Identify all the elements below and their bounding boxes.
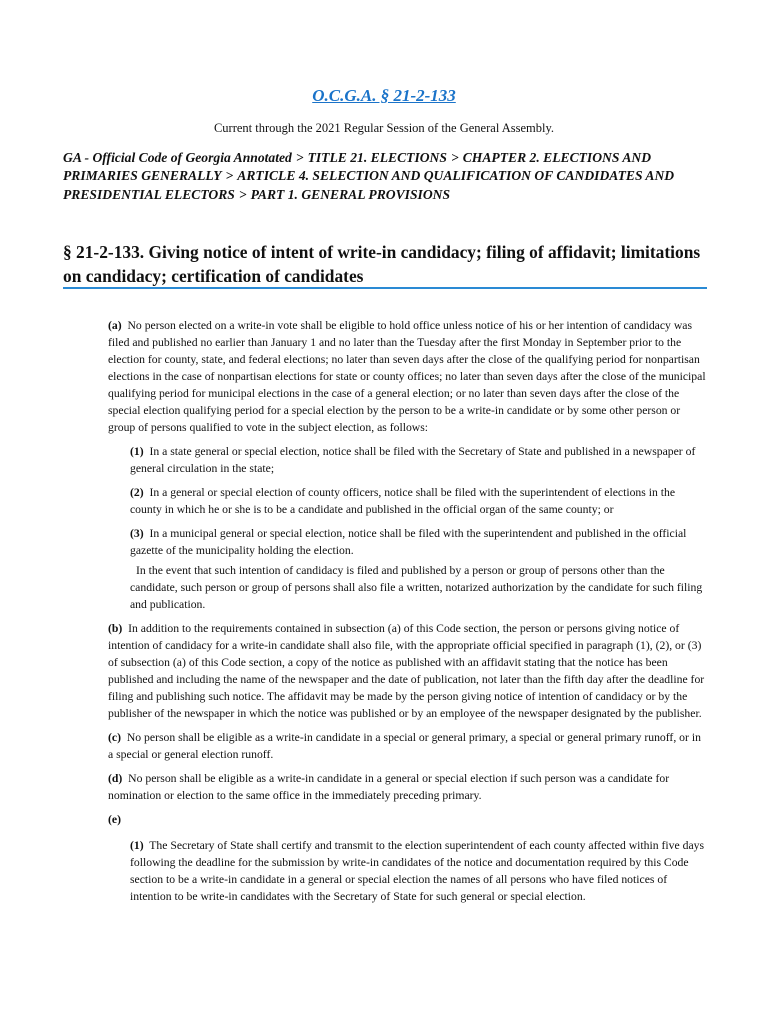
paragraph-text: In a general or special election of county officers, notice shall be filed with the superintendent of elections in the county in which he or she is to be a candidate and published in the official organ of the same county; or <box>130 486 676 516</box>
paragraph-e-1 <box>130 837 708 905</box>
breadcrumb-item-title[interactable]: TITLE 21. ELECTIONS <box>307 150 447 165</box>
paragraph-text: The Secretary of State shall certify and transmit to the election superintendent of each county affected within five days following the deadline for the submission by write-in candidates of the notice and documentation required by this Code section to be a write-in candidate in a general or special election the names of all persons who have filed notices of intention to be write-in candidates with the Secretary of State for such general or special election. <box>130 839 705 903</box>
breadcrumb-item-chapter[interactable]: CHAPTER 2. ELECTIONS AND PRIMARIES GENERALLY <box>63 150 652 184</box>
paragraph-label: (1) <box>130 445 144 458</box>
breadcrumb-separator: > <box>450 150 459 165</box>
currency-note: Current through the 2021 Regular Session of the General Assembly. <box>213 121 555 135</box>
section-title: § 21-2-133. Giving notice of intent of write-in candidacy; filing of affidavit; limitations on candidacy; certification of candidates <box>63 242 701 286</box>
subsection-text: No person elected on a write-in vote shall be eligible to hold office unless notice of his or her intention of candidacy was filed and published no earlier than January 1 and no later than the Tuesday after the first Monday in September prior to the election for county, state, and federal elections; no later than seven days after the close of the qualifying period for nonpartisan elections in the case of nonpartisan elections for state or county offices; no later than seven days after the close of the municipal qualifying period for municipal elections in the case of a general election; or no later than seven days after the close of the special election qualifying period for a special election by the person to be a write-in candidate or by some other person or group of persons qualified to vote in the subject election, as follows: <box>108 319 706 434</box>
breadcrumb <box>63 149 713 204</box>
breadcrumb-separator: > <box>295 150 304 165</box>
paragraph-a-2 <box>130 484 708 518</box>
title-divider <box>63 287 707 289</box>
paragraph-a-1 <box>130 443 708 477</box>
paragraph-text: In a state general or special election, notice shall be filed with the Secretary of State and published in a newspaper of general circulation in the state; <box>130 445 696 475</box>
paragraph-label: (1) <box>130 839 144 852</box>
subsection-label: (a) <box>108 319 122 332</box>
breadcrumb-separator: > <box>225 168 234 184</box>
subsection-d <box>108 770 708 804</box>
subsection-a <box>108 317 708 436</box>
paragraph-text: In a municipal general or special election, notice shall be filed with the superintendent and published in the official gazette of the municipality holding the election. <box>130 527 687 557</box>
breadcrumb-separator: > <box>238 186 247 202</box>
breadcrumb-item-article[interactable]: ARTICLE 4. SELECTION AND QUALIFICATION OF CANDIDATES AND PRESIDENTIAL ELECTORS <box>63 168 675 202</box>
subsection-a-tail: In the event that such intention of candidacy is filed and published by a person or group of persons other than the candidate, such person or group of persons shall also file a written, notarized authorization by the candidate for such filing and publication. <box>130 564 703 611</box>
breadcrumb-item-part[interactable]: PART 1. GENERAL PROVISIONS <box>250 186 451 202</box>
subsection-label: (c) <box>108 731 121 744</box>
subsection-b <box>108 620 708 722</box>
subsection-label: (b) <box>108 622 123 635</box>
code-citation-link[interactable]: O.C.G.A. § 21-2-133 <box>312 86 456 105</box>
paragraph-label: (3) <box>130 527 144 540</box>
subsection-label: (e) <box>108 813 121 826</box>
subsection-label: (d) <box>108 772 123 785</box>
breadcrumb-item-code[interactable]: GA - Official Code of Georgia Annotated <box>63 150 292 165</box>
subsection-text: No person shall be eligible as a write-in candidate in a general or special election if such person was a candidate for nomination or election to the same office in the immediately preceding primary. <box>108 772 670 802</box>
subsection-e <box>108 811 708 828</box>
paragraph-label: (2) <box>130 486 144 499</box>
subsection-text: No person shall be eligible as a write-in candidate in a special or general primary, a special or general primary runoff, or in a special or general election runoff. <box>108 731 701 761</box>
subsection-text: In addition to the requirements contained in subsection (a) of this Code section, the person or persons giving notice of intention of candidacy for a write-in candidate shall also file, with the appropriate official specified in paragraph (1), (2), or (3) of subsection (a) of this Code section, a copy of the notice as published with an affidavit stating that the notice has been published and including the name of the newspaper and the date of publication, not later than the fifth day after the deadline for filing and publishing such notice. The affidavit may be made by the person giving notice of intention of candidacy or by the publisher of the newspaper in which the notice was published or by an employee of the newspaper designated by the publisher. <box>108 622 705 720</box>
subsection-c <box>108 729 708 763</box>
statute-body <box>108 317 708 912</box>
paragraph-a-3 <box>130 525 708 559</box>
